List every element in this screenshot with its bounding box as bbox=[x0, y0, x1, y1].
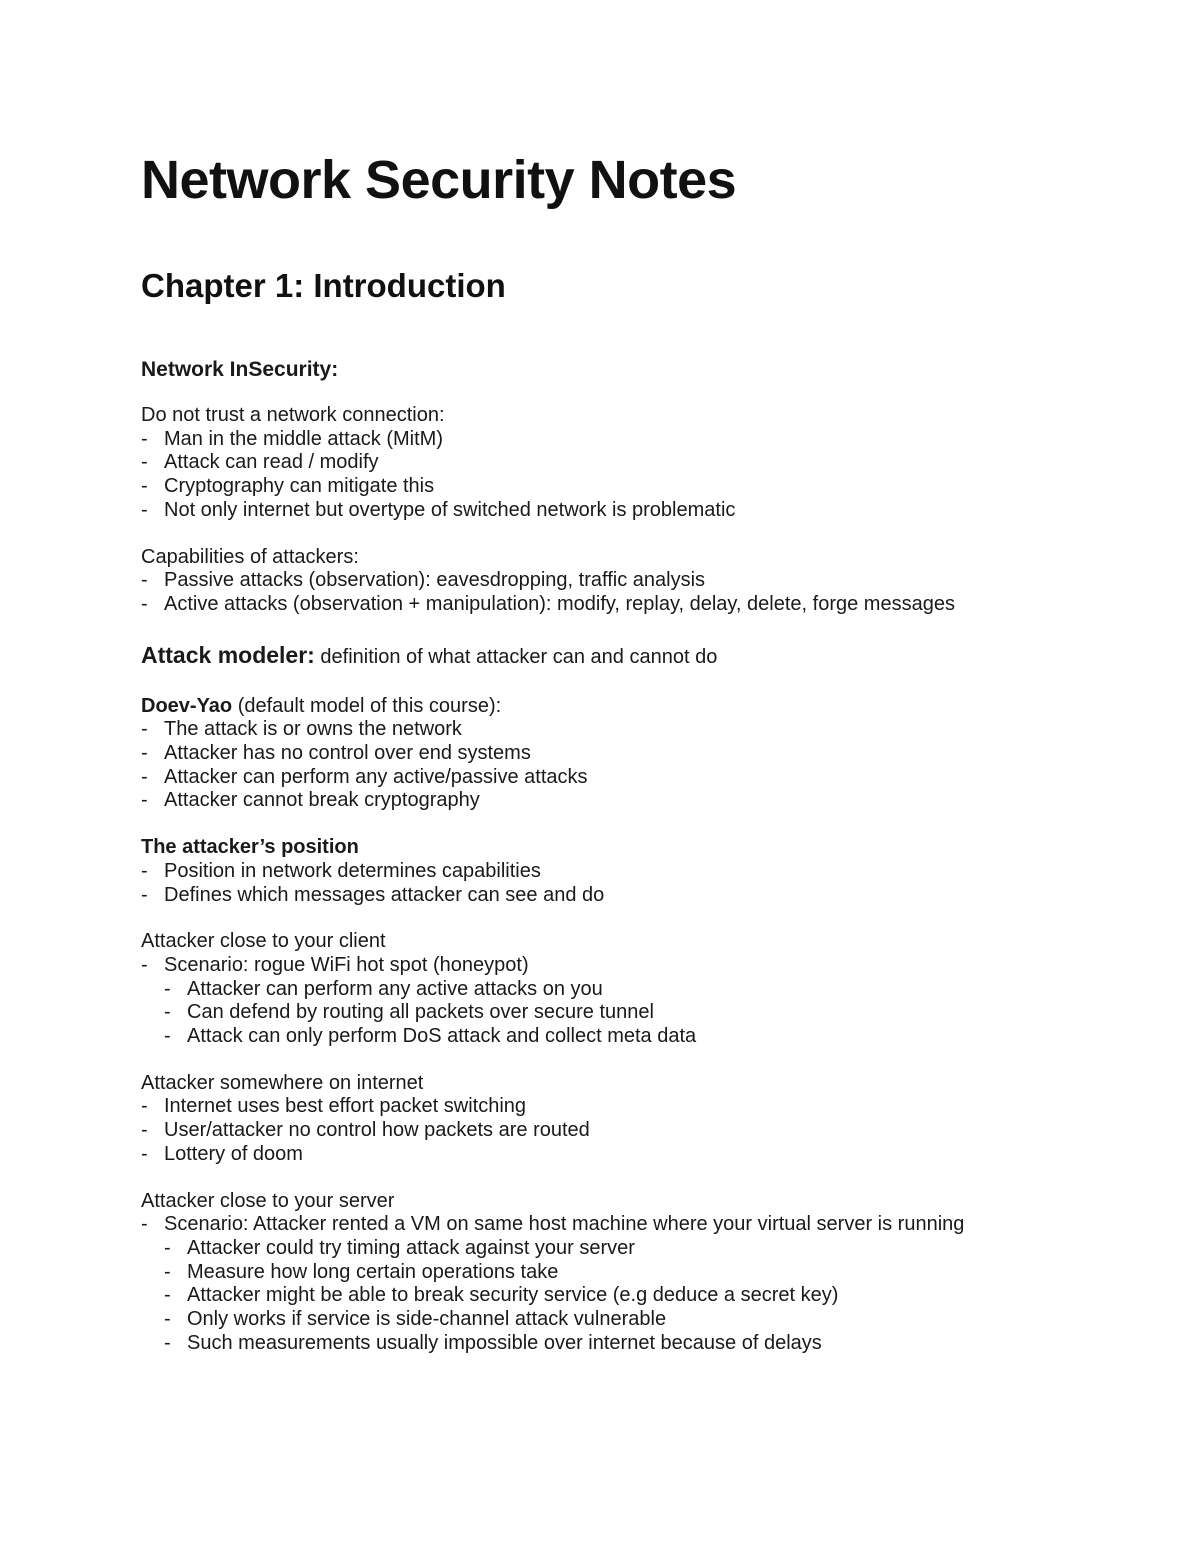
list-item-text: Attacker can perform any active attacks on you bbox=[187, 977, 603, 1000]
dash-bullet-icon: - bbox=[164, 1001, 171, 1024]
dash-bullet-icon: - bbox=[141, 427, 148, 450]
list-item bbox=[141, 428, 1151, 452]
document-body bbox=[141, 356, 1151, 1356]
list-item bbox=[141, 499, 1151, 523]
list-item-text: Attack can only perform DoS attack and collect meta data bbox=[187, 1025, 697, 1048]
dash-bullet-icon: - bbox=[141, 953, 148, 976]
list-item bbox=[141, 766, 1151, 790]
close-server-sublist bbox=[141, 1237, 1151, 1356]
dash-bullet-icon: - bbox=[141, 883, 148, 906]
close-server-list bbox=[141, 1213, 1151, 1237]
internet-intro: Attacker somewhere on internet bbox=[141, 1071, 424, 1094]
list-item-text: Lottery of doom bbox=[164, 1142, 303, 1165]
dash-bullet-icon: - bbox=[141, 1119, 148, 1142]
internet-list bbox=[141, 1095, 1151, 1166]
list-item-text: Only works if service is side-channel attack vulnerable bbox=[187, 1308, 667, 1331]
dash-bullet-icon: - bbox=[141, 1095, 148, 1118]
list-item-text: Defines which messages attacker can see and do bbox=[164, 883, 605, 906]
sub-list-item bbox=[164, 978, 1151, 1002]
list-item-text: The attack is or owns the network bbox=[164, 718, 462, 741]
list-item bbox=[141, 593, 1151, 617]
dash-bullet-icon: - bbox=[141, 765, 148, 788]
list-item-text: Not only internet but overtype of switched network is problematic bbox=[164, 498, 736, 521]
list-item-text: Man in the middle attack (MitM) bbox=[164, 427, 443, 450]
list-item-text: Cryptography can mitigate this bbox=[164, 475, 435, 498]
dash-bullet-icon: - bbox=[141, 451, 148, 474]
list-item-text: Attacker can perform any active/passive attacks bbox=[164, 765, 588, 788]
list-item-text: Attacker might be able to break security service (e.g deduce a secret key) bbox=[187, 1284, 839, 1307]
list-item-text: User/attacker no control how packets are routed bbox=[164, 1119, 590, 1142]
dash-bullet-icon: - bbox=[164, 1308, 171, 1331]
list-item-text: Passive attacks (observation): eavesdropping, traffic analysis bbox=[164, 569, 706, 592]
list-item bbox=[141, 1095, 1151, 1119]
attack-modeler-line bbox=[141, 640, 1151, 672]
list-item bbox=[141, 860, 1151, 884]
list-item bbox=[141, 884, 1151, 908]
close-client-sublist bbox=[141, 978, 1151, 1049]
doev-yao-line bbox=[141, 695, 1151, 719]
sub-list-item bbox=[164, 1284, 1151, 1308]
dash-bullet-icon: - bbox=[164, 1236, 171, 1259]
position-heading: The attacker’s position bbox=[141, 836, 359, 859]
capabilities-list bbox=[141, 569, 1151, 616]
doev-yao-list bbox=[141, 718, 1151, 813]
attack-modeler-definition: definition of what attacker can and cannot do bbox=[314, 645, 718, 668]
close-client-intro: Attacker close to your client bbox=[141, 930, 386, 953]
dash-bullet-icon: - bbox=[164, 1331, 171, 1354]
dash-bullet-icon: - bbox=[164, 1025, 171, 1048]
list-item bbox=[141, 742, 1151, 766]
network-insecurity-list bbox=[141, 428, 1151, 523]
chapter-title: Chapter 1: Introduction bbox=[141, 267, 506, 304]
dash-bullet-icon: - bbox=[164, 1260, 171, 1283]
list-item-text: Measure how long certain operations take bbox=[187, 1260, 559, 1283]
doev-yao-term: Doev-Yao bbox=[141, 694, 233, 717]
list-item bbox=[141, 475, 1151, 499]
list-item-text: Attacker cannot break cryptography bbox=[164, 789, 480, 812]
sub-list-item bbox=[164, 1261, 1151, 1285]
list-item-text: Attacker could try timing attack against your server bbox=[187, 1236, 635, 1259]
sub-list-item bbox=[164, 1308, 1151, 1332]
capabilities-intro: Capabilities of attackers: bbox=[141, 545, 359, 568]
dash-bullet-icon: - bbox=[141, 859, 148, 882]
sub-list-item bbox=[164, 1237, 1151, 1261]
dash-bullet-icon: - bbox=[164, 977, 171, 1000]
list-item-text: Attacker has no control over end systems bbox=[164, 742, 531, 765]
dash-bullet-icon: - bbox=[141, 569, 148, 592]
list-item-text: Can defend by routing all packets over secure tunnel bbox=[187, 1001, 654, 1024]
dash-bullet-icon: - bbox=[141, 1142, 148, 1165]
list-item-text: Such measurements usually impossible over internet because of delays bbox=[187, 1331, 822, 1354]
list-item-text: Scenario: rogue WiFi hot spot (honeypot) bbox=[164, 953, 529, 976]
attack-modeler-term: Attack modeler: bbox=[141, 641, 315, 668]
list-item-text: Scenario: Attacker rented a VM on same host machine where your virtual server is running bbox=[164, 1213, 965, 1236]
list-item bbox=[141, 1143, 1151, 1167]
sub-list-item bbox=[164, 1025, 1151, 1049]
list-item bbox=[141, 569, 1151, 593]
dash-bullet-icon: - bbox=[141, 718, 148, 741]
list-item bbox=[141, 954, 1151, 978]
dash-bullet-icon: - bbox=[141, 498, 148, 521]
list-item bbox=[141, 1213, 1151, 1237]
dash-bullet-icon: - bbox=[141, 592, 148, 615]
list-item bbox=[141, 451, 1151, 475]
list-item-text: Position in network determines capabilities bbox=[164, 859, 541, 882]
list-item bbox=[141, 789, 1151, 813]
list-item-text: Active attacks (observation + manipulation): modify, replay, delay, delete, forge messages bbox=[164, 592, 955, 615]
close-server-intro: Attacker close to your server bbox=[141, 1189, 395, 1212]
position-list bbox=[141, 860, 1151, 907]
sub-list-item bbox=[164, 1332, 1151, 1356]
dash-bullet-icon: - bbox=[141, 475, 148, 498]
doev-yao-description: (default model of this course): bbox=[232, 694, 502, 717]
dash-bullet-icon: - bbox=[141, 742, 148, 765]
close-client-list bbox=[141, 954, 1151, 978]
dash-bullet-icon: - bbox=[141, 789, 148, 812]
network-insecurity-intro: Do not trust a network connection: bbox=[141, 404, 445, 426]
dash-bullet-icon: - bbox=[141, 1213, 148, 1236]
network-insecurity-heading: Network InSecurity: bbox=[141, 358, 339, 381]
list-item-text: Attack can read / modify bbox=[164, 451, 379, 474]
list-item-text: Internet uses best effort packet switching bbox=[164, 1095, 527, 1118]
sub-list-item bbox=[164, 1001, 1151, 1025]
list-item bbox=[141, 718, 1151, 742]
document-title: Network Security Notes bbox=[141, 150, 737, 210]
dash-bullet-icon: - bbox=[164, 1284, 171, 1307]
list-item bbox=[141, 1119, 1151, 1143]
